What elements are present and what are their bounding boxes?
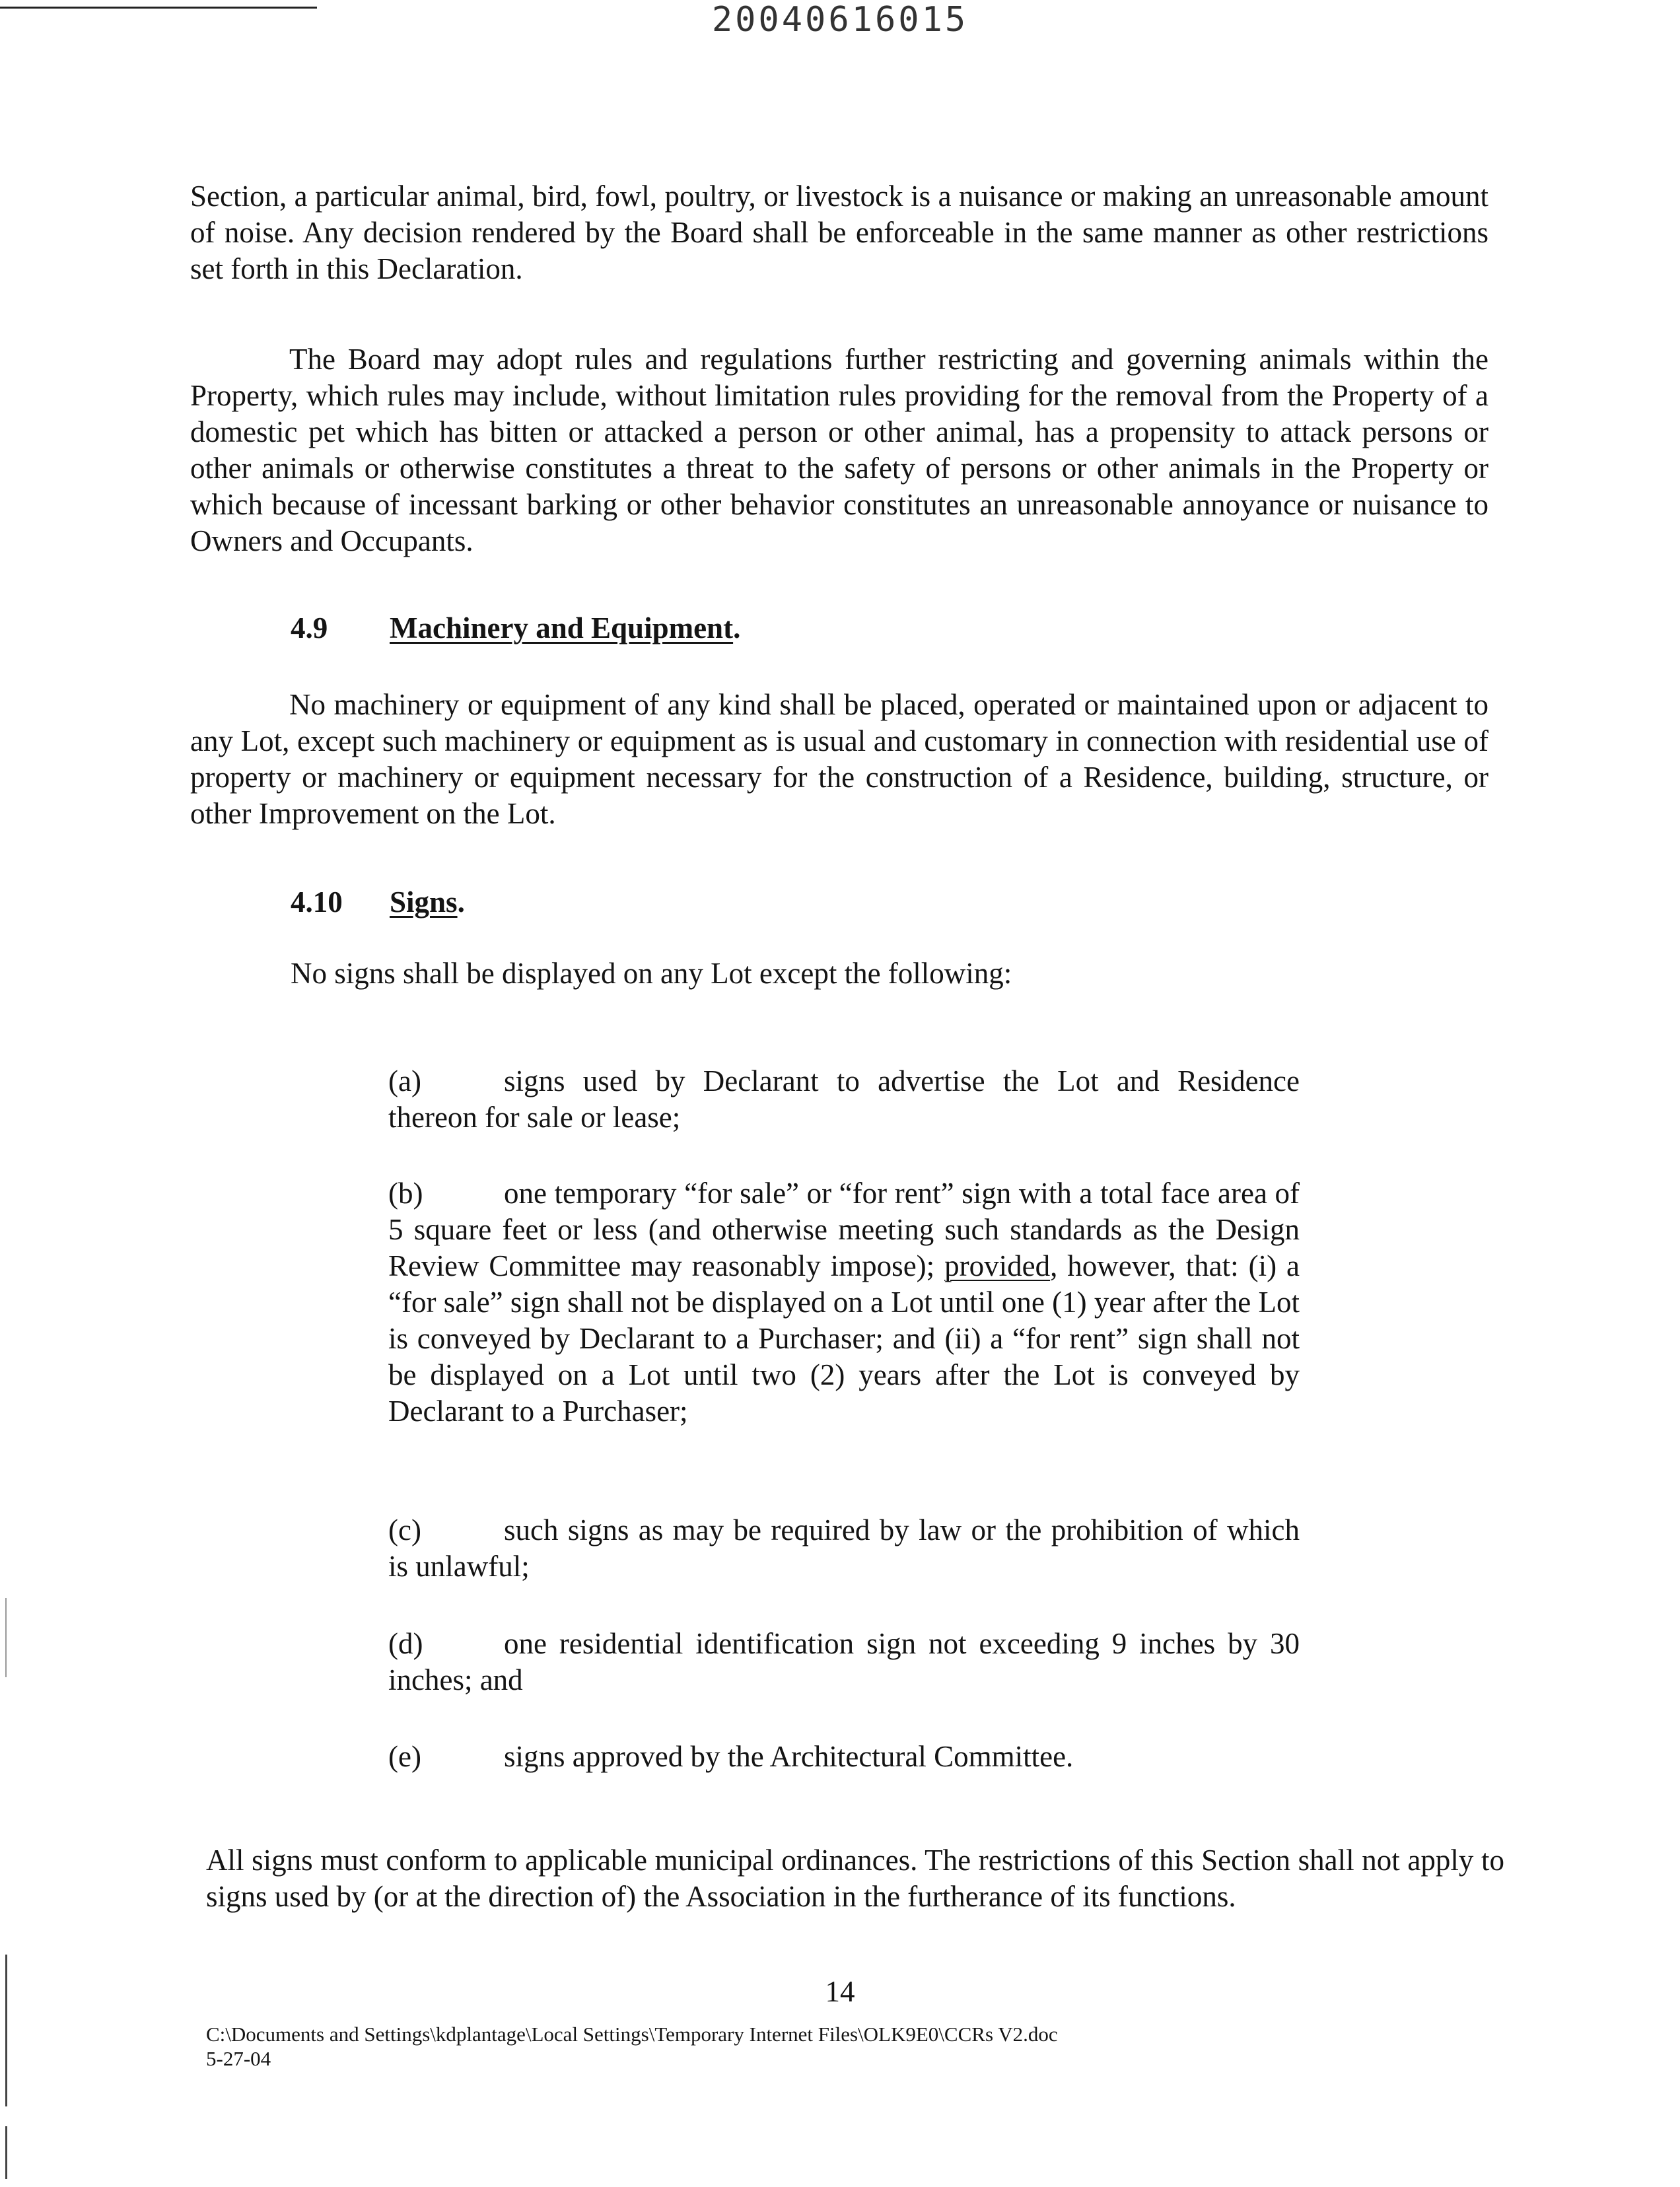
section-title: Machinery and Equipment: [390, 611, 734, 644]
section-4-10-heading: [291, 885, 465, 919]
section-title: Signs: [390, 885, 458, 919]
footer-file-path: C:\Documents and Settings\kdplantage\Local Settings\Temporary Internet Files\OLK9E0\CCRs V2.doc: [206, 2023, 1058, 2046]
list-item-text: signs used by Declarant to advertise the Lot and Residence thereon for sale or lease;: [388, 1064, 1300, 1134]
scan-margin-mark: [5, 1955, 7, 2106]
list-item-text: such signs as may be required by law or the prohibition of which is unlawful;: [388, 1513, 1300, 1583]
paragraph-animal-nuisance: Section, a particular animal, bird, fowl, poultry, or livestock is a nuisance or making an unreasonable amount of noise. Any decision rendered by the Board shall be enforceable in the same manner as other restrictions set forth in this Declaration.: [190, 180, 1488, 285]
scan-margin-mark: [5, 2126, 7, 2179]
paragraph-signs-intro: No signs shall be displayed on any Lot except the following:: [291, 957, 1012, 990]
list-item-c: [388, 1512, 1300, 1585]
list-item-text: one temporary “for sale” or “for rent” sign with a total face area of 5 square feet or less (and otherwise meeting such standards as the Design Review Committee may reasonably impose);: [388, 1177, 1300, 1282]
section-4-9-heading: [291, 611, 740, 645]
list-item-a: [388, 1063, 1300, 1136]
page-number: 14: [825, 1975, 855, 2008]
section-title-suffix: .: [457, 885, 465, 919]
paragraph-signs-closing: All signs must conform to applicable municipal ordinances. The restrictions of this Section shall not apply to signs used by (or at the direction of) the Association in the furtherance of its functions.: [206, 1844, 1504, 1913]
list-item-text: one residential identification sign not exceeding 9 inches by 30 inches; and: [388, 1627, 1300, 1696]
provided-term: provided: [944, 1249, 1051, 1282]
list-item-text-continued: , however, that: (i) a “for sale” sign shall not be displayed on a Lot until one (1) year after the Lot is conveyed by Declarant to a Purchaser; and (ii) a “for rent” sign shall not be displayed on a Lot until two (2) years after the Lot is conveyed by Declarant to a Purchaser;: [388, 1249, 1300, 1428]
section-title-suffix: .: [733, 611, 741, 644]
section-number: 4.10: [291, 885, 343, 919]
list-item-label: (d): [388, 1627, 423, 1660]
list-item-d: [388, 1626, 1300, 1698]
paragraph-machinery: No machinery or equipment of any kind shall be placed, operated or maintained upon or adjacent to any Lot, except such machinery or equipment as is usual and customary in connection with residential use of property or machinery or equipment necessary for the construction of a Residence, building, structure, or other Improvement on the Lot.: [190, 688, 1488, 830]
scan-margin-mark: [5, 1598, 7, 1677]
footer-date: 5-27-04: [206, 2047, 271, 2070]
document-number: 20040616015: [711, 0, 969, 40]
list-item-b: [388, 1175, 1300, 1430]
list-item-label: (c): [388, 1513, 421, 1546]
section-number: 4.9: [291, 611, 328, 644]
list-item-label: (e): [388, 1740, 421, 1773]
list-item-label: (a): [388, 1064, 421, 1097]
list-item-e: [388, 1739, 1300, 1775]
list-item-label: (b): [388, 1177, 423, 1210]
paragraph-board-rules: The Board may adopt rules and regulations further restricting and governing animals within the Property, which rules may include, without limitation rules providing for the removal from the Property of a domestic pet which has bitten or attacked a person or other animal, has a propensity to attack persons or other animals or otherwise constitutes a threat to the safety of persons or other animals in the Property or which because of incessant barking or other behavior constitutes an unreasonable annoyance or nuisance to Owners and Occupants.: [190, 343, 1488, 557]
list-item-text: signs approved by the Architectural Committee.: [504, 1740, 1074, 1773]
